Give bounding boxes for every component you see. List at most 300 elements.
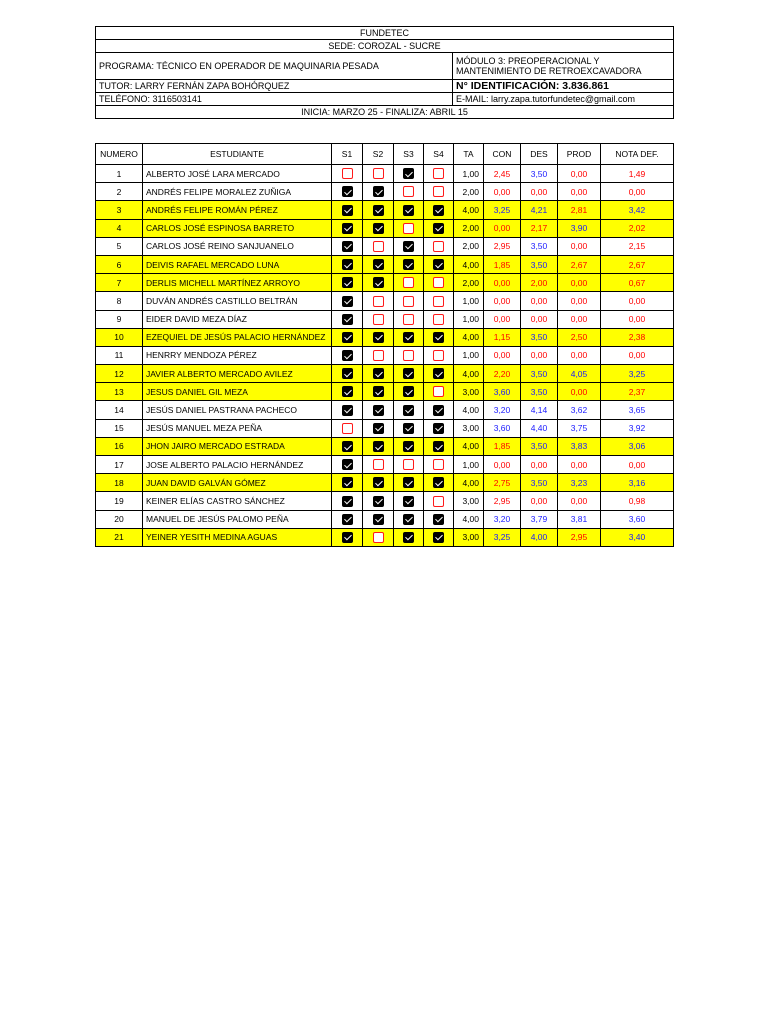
con-value: 0,00 bbox=[484, 310, 521, 328]
student-number: 12 bbox=[96, 365, 143, 383]
checked-checkbox-icon[interactable] bbox=[342, 477, 353, 488]
table-row bbox=[96, 346, 674, 364]
table-row bbox=[96, 365, 674, 383]
student-name: JHON JAIRO MERCADO ESTRADA bbox=[143, 437, 332, 455]
student-name: JESUS DANIEL GIL MEZA bbox=[143, 383, 332, 401]
checked-checkbox-icon[interactable] bbox=[342, 205, 353, 216]
session-cell-s2 bbox=[363, 474, 394, 492]
prod-value: 0,00 bbox=[558, 310, 601, 328]
prod-value: 2,50 bbox=[558, 328, 601, 346]
header-module-line1: MÓDULO 3: PREOPERACIONAL Y bbox=[456, 56, 600, 66]
checked-checkbox-icon[interactable] bbox=[342, 314, 353, 325]
des-value: 0,00 bbox=[521, 310, 558, 328]
student-name: MANUEL DE JESÚS PALOMO PEÑA bbox=[143, 510, 332, 528]
ta-value: 4,00 bbox=[454, 510, 484, 528]
unchecked-checkbox-icon[interactable] bbox=[403, 350, 414, 361]
session-cell-s2 bbox=[363, 219, 394, 237]
ta-value: 1,00 bbox=[454, 456, 484, 474]
table-row bbox=[96, 219, 674, 237]
nota-value: 2,67 bbox=[601, 255, 674, 273]
checked-checkbox-icon[interactable] bbox=[373, 441, 384, 452]
checked-checkbox-icon[interactable] bbox=[342, 332, 353, 343]
checked-checkbox-icon[interactable] bbox=[342, 514, 353, 525]
checked-checkbox-icon[interactable] bbox=[373, 223, 384, 234]
session-cell-s3 bbox=[394, 346, 424, 364]
session-cell-s4 bbox=[424, 165, 454, 183]
checked-checkbox-icon[interactable] bbox=[342, 386, 353, 397]
unchecked-checkbox-icon[interactable] bbox=[403, 277, 414, 288]
prod-value: 0,00 bbox=[558, 237, 601, 255]
prod-value: 0,00 bbox=[558, 456, 601, 474]
checked-checkbox-icon[interactable] bbox=[342, 368, 353, 379]
checked-checkbox-icon[interactable] bbox=[403, 441, 414, 452]
checked-checkbox-icon[interactable] bbox=[342, 405, 353, 416]
column-header: S2 bbox=[363, 144, 394, 165]
session-cell-s4 bbox=[424, 365, 454, 383]
grades-table bbox=[95, 143, 674, 547]
des-value: 3,50 bbox=[521, 365, 558, 383]
student-number: 14 bbox=[96, 401, 143, 419]
session-cell-s3 bbox=[394, 237, 424, 255]
unchecked-checkbox-icon[interactable] bbox=[373, 532, 384, 543]
table-row bbox=[96, 237, 674, 255]
con-value: 1,15 bbox=[484, 328, 521, 346]
session-cell-s4 bbox=[424, 183, 454, 201]
des-value: 3,50 bbox=[521, 237, 558, 255]
session-cell-s1 bbox=[332, 274, 363, 292]
checked-checkbox-icon[interactable] bbox=[342, 259, 353, 270]
nota-value: 3,92 bbox=[601, 419, 674, 437]
table-row bbox=[96, 328, 674, 346]
table-header-row bbox=[96, 144, 674, 165]
session-cell-s1 bbox=[332, 492, 363, 510]
session-cell-s1 bbox=[332, 474, 363, 492]
checked-checkbox-icon[interactable] bbox=[403, 423, 414, 434]
des-value: 3,50 bbox=[521, 383, 558, 401]
student-number: 8 bbox=[96, 292, 143, 310]
session-cell-s3 bbox=[394, 219, 424, 237]
session-cell-s4 bbox=[424, 346, 454, 364]
student-name: JAVIER ALBERTO MERCADO AVILEZ bbox=[143, 365, 332, 383]
checked-checkbox-icon[interactable] bbox=[342, 532, 353, 543]
prod-value: 0,00 bbox=[558, 183, 601, 201]
nota-value: 3,60 bbox=[601, 510, 674, 528]
con-value: 3,20 bbox=[484, 510, 521, 528]
unchecked-checkbox-icon[interactable] bbox=[373, 296, 384, 307]
con-value: 0,00 bbox=[484, 274, 521, 292]
checked-checkbox-icon[interactable] bbox=[373, 277, 384, 288]
student-name: HENRRY MENDOZA PÉREZ bbox=[143, 346, 332, 364]
session-cell-s4 bbox=[424, 437, 454, 455]
session-cell-s1 bbox=[332, 255, 363, 273]
session-cell-s3 bbox=[394, 274, 424, 292]
session-cell-s2 bbox=[363, 419, 394, 437]
session-cell-s1 bbox=[332, 328, 363, 346]
ta-value: 4,00 bbox=[454, 401, 484, 419]
student-name: YEINER YESITH MEDINA AGUAS bbox=[143, 528, 332, 546]
session-cell-s1 bbox=[332, 346, 363, 364]
checked-checkbox-icon[interactable] bbox=[403, 241, 414, 252]
unchecked-checkbox-icon[interactable] bbox=[433, 241, 444, 252]
checked-checkbox-icon[interactable] bbox=[403, 496, 414, 507]
con-value: 1,85 bbox=[484, 437, 521, 455]
nota-value: 3,42 bbox=[601, 201, 674, 219]
session-cell-s4 bbox=[424, 310, 454, 328]
prod-value: 4,05 bbox=[558, 365, 601, 383]
nota-value: 0,00 bbox=[601, 183, 674, 201]
checked-checkbox-icon[interactable] bbox=[373, 186, 384, 197]
nota-value: 0,00 bbox=[601, 292, 674, 310]
unchecked-checkbox-icon[interactable] bbox=[373, 241, 384, 252]
ta-value: 3,00 bbox=[454, 528, 484, 546]
nota-value: 2,15 bbox=[601, 237, 674, 255]
unchecked-checkbox-icon[interactable] bbox=[403, 459, 414, 470]
session-cell-s3 bbox=[394, 201, 424, 219]
session-cell-s3 bbox=[394, 310, 424, 328]
checked-checkbox-icon[interactable] bbox=[403, 514, 414, 525]
des-value: 4,14 bbox=[521, 401, 558, 419]
nota-value: 0,67 bbox=[601, 274, 674, 292]
student-name: DEIVIS RAFAEL MERCADO LUNA bbox=[143, 255, 332, 273]
session-cell-s1 bbox=[332, 201, 363, 219]
nota-value: 3,16 bbox=[601, 474, 674, 492]
nota-value: 2,02 bbox=[601, 219, 674, 237]
nota-value: 3,25 bbox=[601, 365, 674, 383]
prod-value: 2,67 bbox=[558, 255, 601, 273]
header-sede: SEDE: COROZAL - SUCRE bbox=[96, 40, 674, 53]
prod-value: 3,90 bbox=[558, 219, 601, 237]
ta-value: 2,00 bbox=[454, 274, 484, 292]
unchecked-checkbox-icon[interactable] bbox=[342, 168, 353, 179]
student-number: 9 bbox=[96, 310, 143, 328]
con-value: 2,75 bbox=[484, 474, 521, 492]
ta-value: 1,00 bbox=[454, 165, 484, 183]
ta-value: 4,00 bbox=[454, 201, 484, 219]
session-cell-s1 bbox=[332, 401, 363, 419]
session-cell-s3 bbox=[394, 328, 424, 346]
session-cell-s3 bbox=[394, 365, 424, 383]
student-number: 7 bbox=[96, 274, 143, 292]
session-cell-s2 bbox=[363, 365, 394, 383]
session-cell-s3 bbox=[394, 510, 424, 528]
con-value: 2,20 bbox=[484, 365, 521, 383]
checked-checkbox-icon[interactable] bbox=[342, 277, 353, 288]
student-number: 21 bbox=[96, 528, 143, 546]
prod-value: 0,00 bbox=[558, 492, 601, 510]
header-module bbox=[453, 53, 674, 80]
unchecked-checkbox-icon[interactable] bbox=[433, 459, 444, 470]
table-row bbox=[96, 274, 674, 292]
checked-checkbox-icon[interactable] bbox=[342, 223, 353, 234]
unchecked-checkbox-icon[interactable] bbox=[373, 314, 384, 325]
unchecked-checkbox-icon[interactable] bbox=[373, 459, 384, 470]
con-value: 3,60 bbox=[484, 383, 521, 401]
table-row bbox=[96, 165, 674, 183]
con-value: 3,20 bbox=[484, 401, 521, 419]
session-cell-s3 bbox=[394, 437, 424, 455]
session-cell-s2 bbox=[363, 528, 394, 546]
checked-checkbox-icon[interactable] bbox=[433, 223, 444, 234]
table-row bbox=[96, 437, 674, 455]
session-cell-s1 bbox=[332, 456, 363, 474]
checked-checkbox-icon[interactable] bbox=[373, 368, 384, 379]
column-header: DES bbox=[521, 144, 558, 165]
student-number: 3 bbox=[96, 201, 143, 219]
column-header: ESTUDIANTE bbox=[143, 144, 332, 165]
ta-value: 1,00 bbox=[454, 346, 484, 364]
des-value: 2,00 bbox=[521, 274, 558, 292]
checked-checkbox-icon[interactable] bbox=[342, 296, 353, 307]
session-cell-s4 bbox=[424, 292, 454, 310]
session-cell-s4 bbox=[424, 492, 454, 510]
nota-value: 2,37 bbox=[601, 383, 674, 401]
table-row bbox=[96, 383, 674, 401]
student-name: JESÚS DANIEL PASTRANA PACHECO bbox=[143, 401, 332, 419]
session-cell-s4 bbox=[424, 201, 454, 219]
con-value: 0,00 bbox=[484, 219, 521, 237]
checked-checkbox-icon[interactable] bbox=[373, 332, 384, 343]
student-name: JOSE ALBERTO PALACIO HERNÁNDEZ bbox=[143, 456, 332, 474]
unchecked-checkbox-icon[interactable] bbox=[403, 186, 414, 197]
checked-checkbox-icon[interactable] bbox=[403, 168, 414, 179]
session-cell-s3 bbox=[394, 183, 424, 201]
session-cell-s3 bbox=[394, 474, 424, 492]
checked-checkbox-icon[interactable] bbox=[373, 259, 384, 270]
ta-value: 2,00 bbox=[454, 237, 484, 255]
prod-value: 2,81 bbox=[558, 201, 601, 219]
unchecked-checkbox-icon[interactable] bbox=[433, 386, 444, 397]
session-cell-s3 bbox=[394, 383, 424, 401]
checked-checkbox-icon[interactable] bbox=[342, 186, 353, 197]
checked-checkbox-icon[interactable] bbox=[373, 386, 384, 397]
student-name: KEINER ELÍAS CASTRO SÁNCHEZ bbox=[143, 492, 332, 510]
con-value: 3,25 bbox=[484, 201, 521, 219]
checked-checkbox-icon[interactable] bbox=[403, 205, 414, 216]
table-row bbox=[96, 401, 674, 419]
session-cell-s2 bbox=[363, 437, 394, 455]
session-cell-s2 bbox=[363, 346, 394, 364]
prod-value: 3,62 bbox=[558, 401, 601, 419]
header-id-number: N° IDENTIFICACIÓN: 3.836.861 bbox=[453, 80, 674, 93]
session-cell-s2 bbox=[363, 328, 394, 346]
des-value: 3,50 bbox=[521, 328, 558, 346]
prod-value: 3,75 bbox=[558, 419, 601, 437]
nota-value: 1,49 bbox=[601, 165, 674, 183]
des-value: 3,50 bbox=[521, 165, 558, 183]
unchecked-checkbox-icon[interactable] bbox=[403, 223, 414, 234]
prod-value: 3,23 bbox=[558, 474, 601, 492]
con-value: 0,00 bbox=[484, 456, 521, 474]
ta-value: 3,00 bbox=[454, 492, 484, 510]
session-cell-s4 bbox=[424, 219, 454, 237]
checked-checkbox-icon[interactable] bbox=[342, 441, 353, 452]
nota-value: 0,00 bbox=[601, 456, 674, 474]
checked-checkbox-icon[interactable] bbox=[433, 477, 444, 488]
session-cell-s1 bbox=[332, 510, 363, 528]
table-row bbox=[96, 474, 674, 492]
checked-checkbox-icon[interactable] bbox=[373, 477, 384, 488]
checked-checkbox-icon[interactable] bbox=[403, 386, 414, 397]
unchecked-checkbox-icon[interactable] bbox=[433, 277, 444, 288]
student-number: 6 bbox=[96, 255, 143, 273]
prod-value: 3,83 bbox=[558, 437, 601, 455]
checked-checkbox-icon[interactable] bbox=[433, 332, 444, 343]
unchecked-checkbox-icon[interactable] bbox=[433, 496, 444, 507]
des-value: 0,00 bbox=[521, 492, 558, 510]
table-row bbox=[96, 201, 674, 219]
des-value: 3,50 bbox=[521, 437, 558, 455]
session-cell-s2 bbox=[363, 165, 394, 183]
header-module-line2: MANTENIMIENTO DE RETROEXCAVADORA bbox=[456, 66, 642, 76]
student-name: EIDER DAVID MEZA DÍAZ bbox=[143, 310, 332, 328]
session-cell-s4 bbox=[424, 419, 454, 437]
session-cell-s1 bbox=[332, 419, 363, 437]
checked-checkbox-icon[interactable] bbox=[433, 368, 444, 379]
table-row bbox=[96, 419, 674, 437]
column-header: PROD bbox=[558, 144, 601, 165]
student-number: 13 bbox=[96, 383, 143, 401]
header-dates: INICIA: MARZO 25 - FINALIZA: ABRIL 15 bbox=[96, 106, 674, 119]
checked-checkbox-icon[interactable] bbox=[342, 496, 353, 507]
unchecked-checkbox-icon[interactable] bbox=[373, 350, 384, 361]
student-name: ANDRÉS FELIPE MORALEZ ZUÑIGA bbox=[143, 183, 332, 201]
checked-checkbox-icon[interactable] bbox=[403, 368, 414, 379]
table-row bbox=[96, 528, 674, 546]
prod-value: 0,00 bbox=[558, 346, 601, 364]
student-number: 2 bbox=[96, 183, 143, 201]
student-name: DERLIS MICHELL MARTÍNEZ ARROYO bbox=[143, 274, 332, 292]
ta-value: 4,00 bbox=[454, 437, 484, 455]
con-value: 0,00 bbox=[484, 183, 521, 201]
unchecked-checkbox-icon[interactable] bbox=[433, 350, 444, 361]
unchecked-checkbox-icon[interactable] bbox=[433, 186, 444, 197]
checked-checkbox-icon[interactable] bbox=[373, 514, 384, 525]
student-name: ANDRÉS FELIPE ROMÁN PÉREZ bbox=[143, 201, 332, 219]
checked-checkbox-icon[interactable] bbox=[433, 259, 444, 270]
student-name: CARLOS JOSÉ ESPINOSA BARRETO bbox=[143, 219, 332, 237]
table-row bbox=[96, 310, 674, 328]
session-cell-s3 bbox=[394, 165, 424, 183]
session-cell-s3 bbox=[394, 419, 424, 437]
checked-checkbox-icon[interactable] bbox=[342, 350, 353, 361]
session-cell-s2 bbox=[363, 183, 394, 201]
unchecked-checkbox-icon[interactable] bbox=[342, 423, 353, 434]
student-number: 18 bbox=[96, 474, 143, 492]
student-number: 11 bbox=[96, 346, 143, 364]
checked-checkbox-icon[interactable] bbox=[373, 205, 384, 216]
table-row bbox=[96, 255, 674, 273]
session-cell-s4 bbox=[424, 255, 454, 273]
header-tutor: TUTOR: LARRY FERNÁN ZAPA BOHÓRQUEZ bbox=[96, 80, 453, 93]
checked-checkbox-icon[interactable] bbox=[373, 405, 384, 416]
checked-checkbox-icon[interactable] bbox=[373, 423, 384, 434]
student-number: 4 bbox=[96, 219, 143, 237]
prod-value: 3,81 bbox=[558, 510, 601, 528]
table-row bbox=[96, 183, 674, 201]
session-cell-s4 bbox=[424, 474, 454, 492]
header-email: E-MAIL: larry.zapa.tutorfundetec@gmail.com bbox=[453, 93, 674, 106]
con-value: 2,95 bbox=[484, 237, 521, 255]
prod-value: 0,00 bbox=[558, 292, 601, 310]
checked-checkbox-icon[interactable] bbox=[433, 205, 444, 216]
con-value: 3,25 bbox=[484, 528, 521, 546]
session-cell-s1 bbox=[332, 437, 363, 455]
session-cell-s2 bbox=[363, 383, 394, 401]
unchecked-checkbox-icon[interactable] bbox=[433, 296, 444, 307]
table-row bbox=[96, 456, 674, 474]
session-cell-s2 bbox=[363, 492, 394, 510]
des-value: 0,00 bbox=[521, 292, 558, 310]
session-cell-s4 bbox=[424, 456, 454, 474]
session-cell-s2 bbox=[363, 237, 394, 255]
session-cell-s4 bbox=[424, 237, 454, 255]
ta-value: 2,00 bbox=[454, 183, 484, 201]
unchecked-checkbox-icon[interactable] bbox=[403, 314, 414, 325]
ta-value: 4,00 bbox=[454, 255, 484, 273]
checked-checkbox-icon[interactable] bbox=[433, 514, 444, 525]
checked-checkbox-icon[interactable] bbox=[433, 423, 444, 434]
table-row bbox=[96, 492, 674, 510]
checked-checkbox-icon[interactable] bbox=[433, 441, 444, 452]
checked-checkbox-icon[interactable] bbox=[403, 332, 414, 343]
session-cell-s2 bbox=[363, 292, 394, 310]
session-cell-s2 bbox=[363, 510, 394, 528]
checked-checkbox-icon[interactable] bbox=[373, 496, 384, 507]
column-header: NUMERO bbox=[96, 144, 143, 165]
session-cell-s4 bbox=[424, 528, 454, 546]
checked-checkbox-icon[interactable] bbox=[403, 405, 414, 416]
session-cell-s1 bbox=[332, 310, 363, 328]
session-cell-s1 bbox=[332, 219, 363, 237]
session-cell-s4 bbox=[424, 383, 454, 401]
des-value: 0,00 bbox=[521, 346, 558, 364]
table-row bbox=[96, 510, 674, 528]
ta-value: 4,00 bbox=[454, 474, 484, 492]
ta-value: 1,00 bbox=[454, 292, 484, 310]
con-value: 3,60 bbox=[484, 419, 521, 437]
unchecked-checkbox-icon[interactable] bbox=[403, 296, 414, 307]
des-value: 0,00 bbox=[521, 456, 558, 474]
session-cell-s1 bbox=[332, 383, 363, 401]
checked-checkbox-icon[interactable] bbox=[342, 459, 353, 470]
ta-value: 4,00 bbox=[454, 328, 484, 346]
session-cell-s4 bbox=[424, 328, 454, 346]
checked-checkbox-icon[interactable] bbox=[403, 477, 414, 488]
unchecked-checkbox-icon[interactable] bbox=[433, 168, 444, 179]
session-cell-s1 bbox=[332, 528, 363, 546]
des-value: 3,50 bbox=[521, 255, 558, 273]
column-header: S1 bbox=[332, 144, 363, 165]
checked-checkbox-icon[interactable] bbox=[403, 259, 414, 270]
student-name: EZEQUIEL DE JESÚS PALACIO HERNÁNDEZ bbox=[143, 328, 332, 346]
ta-value: 2,00 bbox=[454, 219, 484, 237]
session-cell-s4 bbox=[424, 510, 454, 528]
checked-checkbox-icon[interactable] bbox=[342, 241, 353, 252]
checked-checkbox-icon[interactable] bbox=[433, 405, 444, 416]
checked-checkbox-icon[interactable] bbox=[433, 532, 444, 543]
con-value: 2,45 bbox=[484, 165, 521, 183]
unchecked-checkbox-icon[interactable] bbox=[373, 168, 384, 179]
student-number: 5 bbox=[96, 237, 143, 255]
student-number: 20 bbox=[96, 510, 143, 528]
session-cell-s3 bbox=[394, 292, 424, 310]
checked-checkbox-icon[interactable] bbox=[403, 532, 414, 543]
des-value: 4,40 bbox=[521, 419, 558, 437]
prod-value: 0,00 bbox=[558, 165, 601, 183]
session-cell-s1 bbox=[332, 165, 363, 183]
session-cell-s3 bbox=[394, 492, 424, 510]
unchecked-checkbox-icon[interactable] bbox=[433, 314, 444, 325]
